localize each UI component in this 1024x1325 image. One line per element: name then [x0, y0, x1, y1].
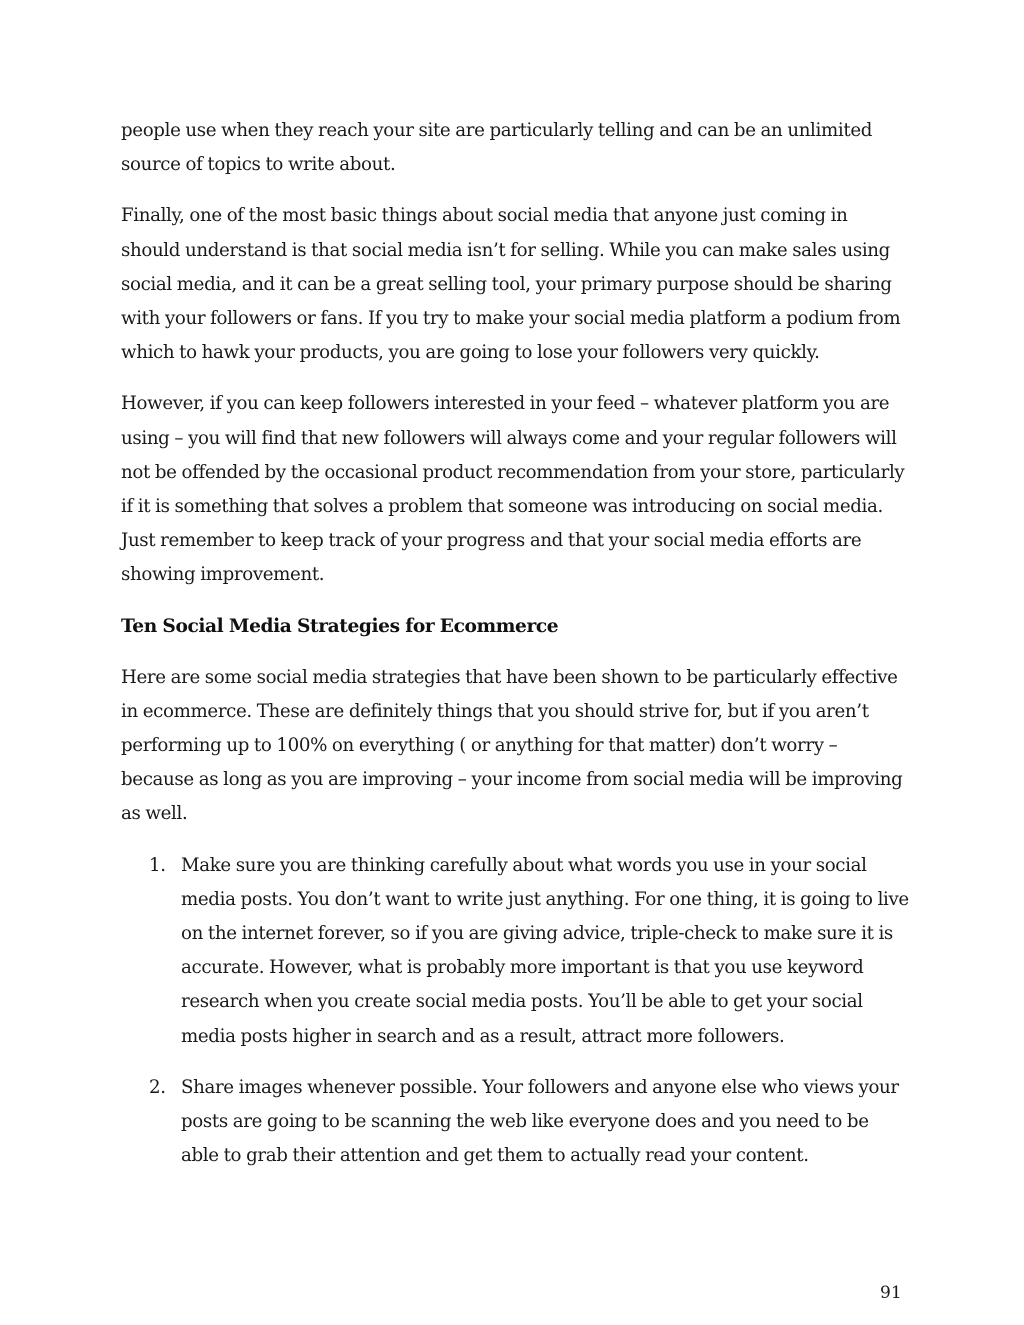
list-item-number: 1.	[149, 854, 166, 876]
strategies-list	[121, 849, 911, 1174]
section-heading: Ten Social Media Strategies for Ecommerce	[121, 615, 559, 637]
paragraph-continuation: people use when they reach your site are particularly telling and can be an unlimited source of topics to write about.	[121, 120, 873, 176]
paragraph-keep-followers-interested: However, if you can keep followers interested in your feed – whatever platform you are using – you will find that new followers will always come and your regular followers will not be offended by the occasional product recommendation from your store, particularly if it is something that solves a problem that someone was introducing on social media. Just remember to keep track of your progress and that your social media efforts are showing improvement.	[121, 393, 905, 586]
page-number: 91	[880, 1283, 902, 1303]
list-item-text: Share images whenever possible. Your followers and anyone else who views your posts are going to be scanning the web like everyone does and you need to be able to grab their attention and get them to actually read your content.	[181, 1076, 899, 1167]
list-item-number: 2.	[149, 1076, 166, 1098]
list-item	[121, 849, 911, 1054]
list-item	[121, 1071, 911, 1174]
page-content	[121, 114, 911, 1190]
paragraph-not-for-selling: Finally, one of the most basic things about social media that anyone just coming in should understand is that social media isn’t for selling. While you can make sales using social media, and it can be a great selling tool, your primary purpose should be sharing with your followers or fans. If you try to make your social media platform a podium from which to hawk your products, you are going to lose your followers very quickly.	[121, 205, 901, 364]
paragraph-strategies-intro: Here are some social media strategies that have been shown to be particularly effective in ecommerce. These are definitely things that you should strive for, but if you aren’t performing up to 100% on everything ( or anything for that matter) don’t worry – because as long as you are improving – your income from social media will be improving as well.	[121, 666, 903, 825]
list-item-text: Make sure you are thinking carefully about what words you use in your social media posts. You don’t want to write just anything. For one thing, it is going to live on the internet forever, so if you are giving advice, triple-check to make sure it is accurate. However, what is probably more important is that you use keyword research when you create social media posts. You’ll be able to get your social media posts higher in search and as a result, attract more followers.	[181, 854, 909, 1047]
